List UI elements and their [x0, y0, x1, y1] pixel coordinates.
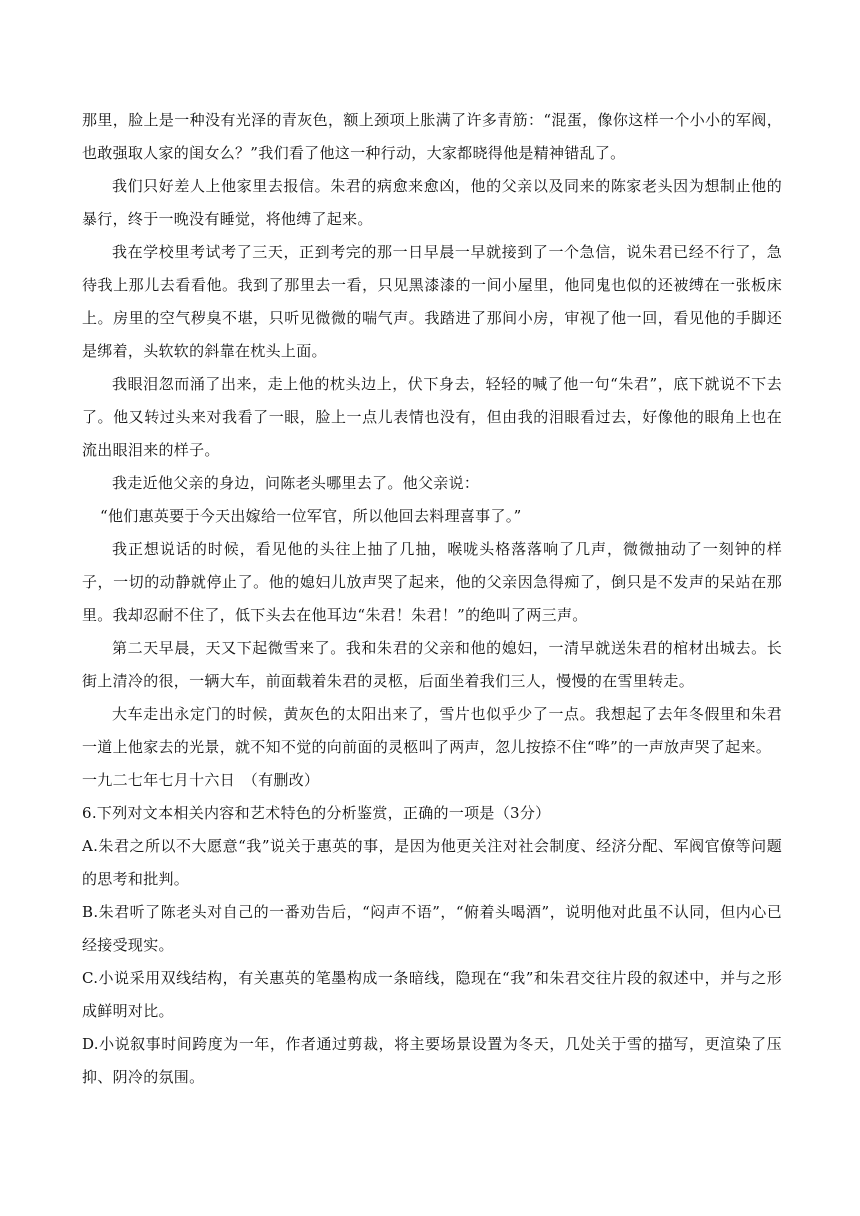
option-b: B.朱君听了陈老头对自己的一番劝告后，“闷声不语”，“俯着头喝酒”，说明他对此虽不认同，但内心已经接受现实。: [82, 903, 782, 954]
option-a: A.朱君之所以不大愿意“我”说关于惠英的事，是因为他更关注对社会制度、经济分配、军阀官僚等问题的思考和批判。: [82, 837, 782, 888]
passage-text: [82, 104, 782, 1094]
passage-paragraph-8: 大车走出永定门的时候，黄灰色的太阳出来了，雪片也似乎少了一点。我想起了去年冬假里和朱君一道上他家去的光景，就不知不觉的向前面的灵柩叫了两声，忽儿按捺不住“哗”的一声放声哭了起来。: [82, 705, 782, 756]
passage-paragraph-1: 我们只好差人上他家里去报信。朱君的病愈来愈凶，他的父亲以及同来的陈家老头因为想制止他的暴行，终于一晚没有睡觉，将他缚了起来。: [82, 177, 782, 228]
passage-paragraph-6: 我正想说话的时候，看见他的头往上抽了几抽，喉咙头格落落响了几声，微微抽动了一刻钟的样子，一切的动静就停止了。他的媳妇儿放声哭了起来，他的父亲因急得痴了，倒只是不发声的呆站在那里。我却忍耐不住了，低下头去在他耳边“朱君！朱君！”的绝叫了两三声。: [82, 540, 782, 624]
passage-paragraph-5: “他们惠英要于今天出嫁给一位军官，所以他回去料理喜事了。”: [100, 507, 522, 525]
option-d: D.小说叙事时间跨度为一年，作者通过剪裁，将主要场景设置为冬天，几处关于雪的描写，更渲染了压抑、阴冷的氛围。: [82, 1035, 782, 1086]
question-stem: 6.下列对文本相关内容和艺术特色的分析鉴赏，正确的一项是（3分）: [82, 804, 551, 822]
passage-paragraph-2: 我在学校里考试考了三天，正到考完的那一日早晨一早就接到了一个急信，说朱君已经不行了，急待我上那儿去看看他。我到了那里去一看，只见黑漆漆的一间小屋里，他同鬼也似的还被缚在一张板床上。房里的空气秽臭不堪，只听见微微的喘气声。我踏进了那间小房，审视了他一回，看见他的手脚还是绑着，头软软的斜靠在枕头上面。: [82, 243, 782, 360]
passage-paragraph-0: 那里，脸上是一种没有光泽的青灰色，额上颈项上胀满了许多青筋：“混蛋，像你这样一个小小的军阀，也敢强取人家的闺女么？”我们看了他这一种行动，大家都晓得他是精神错乱了。: [82, 111, 782, 162]
passage-paragraph-7: 第二天早晨，天又下起微雪来了。我和朱君的父亲和他的媳妇，一清早就送朱君的棺材出城去。长街上清冷的很，一辆大车，前面载着朱君的灵柩，后面坐着我们三人，慢慢的在雪里转走。: [82, 639, 782, 690]
passage-paragraph-4: 我走近他父亲的身边，问陈老头哪里去了。他父亲说：: [112, 474, 480, 492]
passage-paragraph-3: 我眼泪忽而涌了出来，走上他的枕头边上，伏下身去，轻轻的喊了他一句“朱君”，底下就说不下去了。他又转过头来对我看了一眼，脸上一点儿表情也没有，但由我的泪眼看过去，好像他的眼角上也在流出眼泪来的样子。: [82, 375, 782, 459]
option-c: C.小说采用双线结构，有关惠英的笔墨构成一条暗线，隐现在“我”和朱君交往片段的叙述中，并与之形成鲜明对比。: [82, 969, 782, 1020]
passage-date-line: 一九二七年七月十六日 （有删改）: [82, 771, 320, 789]
